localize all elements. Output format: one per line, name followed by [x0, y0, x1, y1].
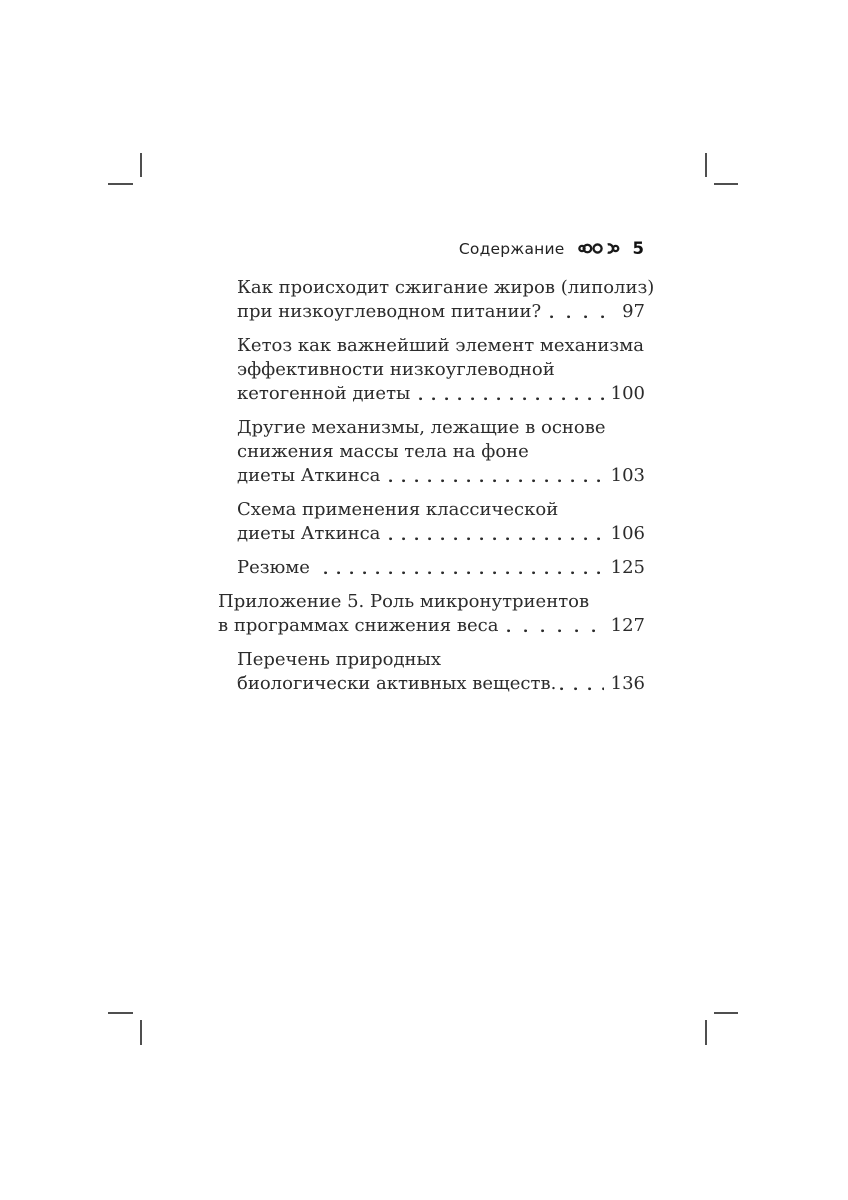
toc-entry-text: Резюме: [237, 557, 310, 578]
toc-entry-line: Перечень природных: [237, 649, 442, 670]
toc-entry-text: диеты Аткинса: [237, 523, 381, 544]
header-page-number: 5: [632, 239, 644, 258]
crop-mark-top-right-vertical: [705, 153, 707, 177]
dot-leader: [324, 571, 604, 575]
toc-entry-text: кетогенной диеты: [237, 383, 411, 404]
fleuron-ornament-icon: [578, 241, 620, 256]
toc-entry-line: Приложение 5. Роль микронутриентов: [218, 591, 590, 612]
toc-entry-lastline: [237, 522, 645, 546]
toc-entry-line: Другие механизмы, лежащие в основе: [237, 417, 606, 438]
crop-mark-bottom-right-vertical: [705, 1020, 707, 1045]
toc-entry: [218, 276, 655, 324]
dot-leader: [389, 479, 603, 483]
toc-entry: [218, 416, 645, 488]
toc-entry-lastline: [237, 672, 645, 696]
running-header: [0, 239, 644, 258]
crop-mark-top-right-horizontal: [714, 183, 738, 185]
toc-entry-line: снижения массы тела на фоне: [237, 441, 529, 462]
dot-leader: [389, 537, 603, 541]
toc-page-number: 125: [610, 557, 645, 578]
table-of-contents: [218, 276, 655, 706]
dot-leader: [550, 315, 615, 319]
toc-page-number: 100: [610, 383, 645, 404]
toc-entry-lastline: [237, 382, 645, 406]
toc-page-number: 103: [610, 465, 645, 486]
toc-page-number: 97: [622, 301, 645, 322]
dot-leader: [560, 687, 603, 691]
toc-entry-line: эффективности низкоуглеводной: [237, 359, 555, 380]
toc-entry: [218, 648, 645, 696]
crop-mark-top-left-horizontal: [108, 183, 133, 185]
toc-entry-text: при низкоуглеводном питании?: [237, 301, 542, 322]
toc-entry-lastline: [237, 464, 645, 488]
crop-mark-top-left-vertical: [140, 153, 142, 177]
toc-entry-text: диеты Аткинса: [237, 465, 381, 486]
header-title: Содержание: [458, 239, 565, 258]
toc-entry-line: Схема применения классической: [237, 499, 559, 520]
toc-entry-text: биологически активных веществ.: [237, 673, 557, 694]
toc-entry-line: Кетоз как важнейший элемент механизма: [237, 335, 644, 356]
toc-entry-lastline: [237, 300, 645, 324]
toc-entry-appendix: [218, 590, 645, 638]
crop-mark-bottom-right-horizontal: [714, 1012, 738, 1014]
toc-entry: [218, 334, 645, 406]
toc-entry-lastline: [218, 614, 645, 638]
toc-page-number: 127: [610, 615, 645, 636]
dot-leader: [507, 629, 603, 633]
crop-mark-bottom-left-vertical: [140, 1020, 142, 1045]
toc-page-number: 106: [610, 523, 645, 544]
toc-entry-line: Как происходит сжигание жиров (липолиз): [237, 277, 655, 298]
toc-entry: [218, 498, 645, 546]
toc-entry: [218, 556, 645, 580]
toc-entry-text: в программах снижения веса: [218, 615, 499, 636]
toc-entry-lastline: [237, 556, 645, 580]
crop-mark-bottom-left-horizontal: [108, 1012, 133, 1014]
toc-page-number: 136: [610, 673, 645, 694]
dot-leader: [419, 397, 603, 401]
